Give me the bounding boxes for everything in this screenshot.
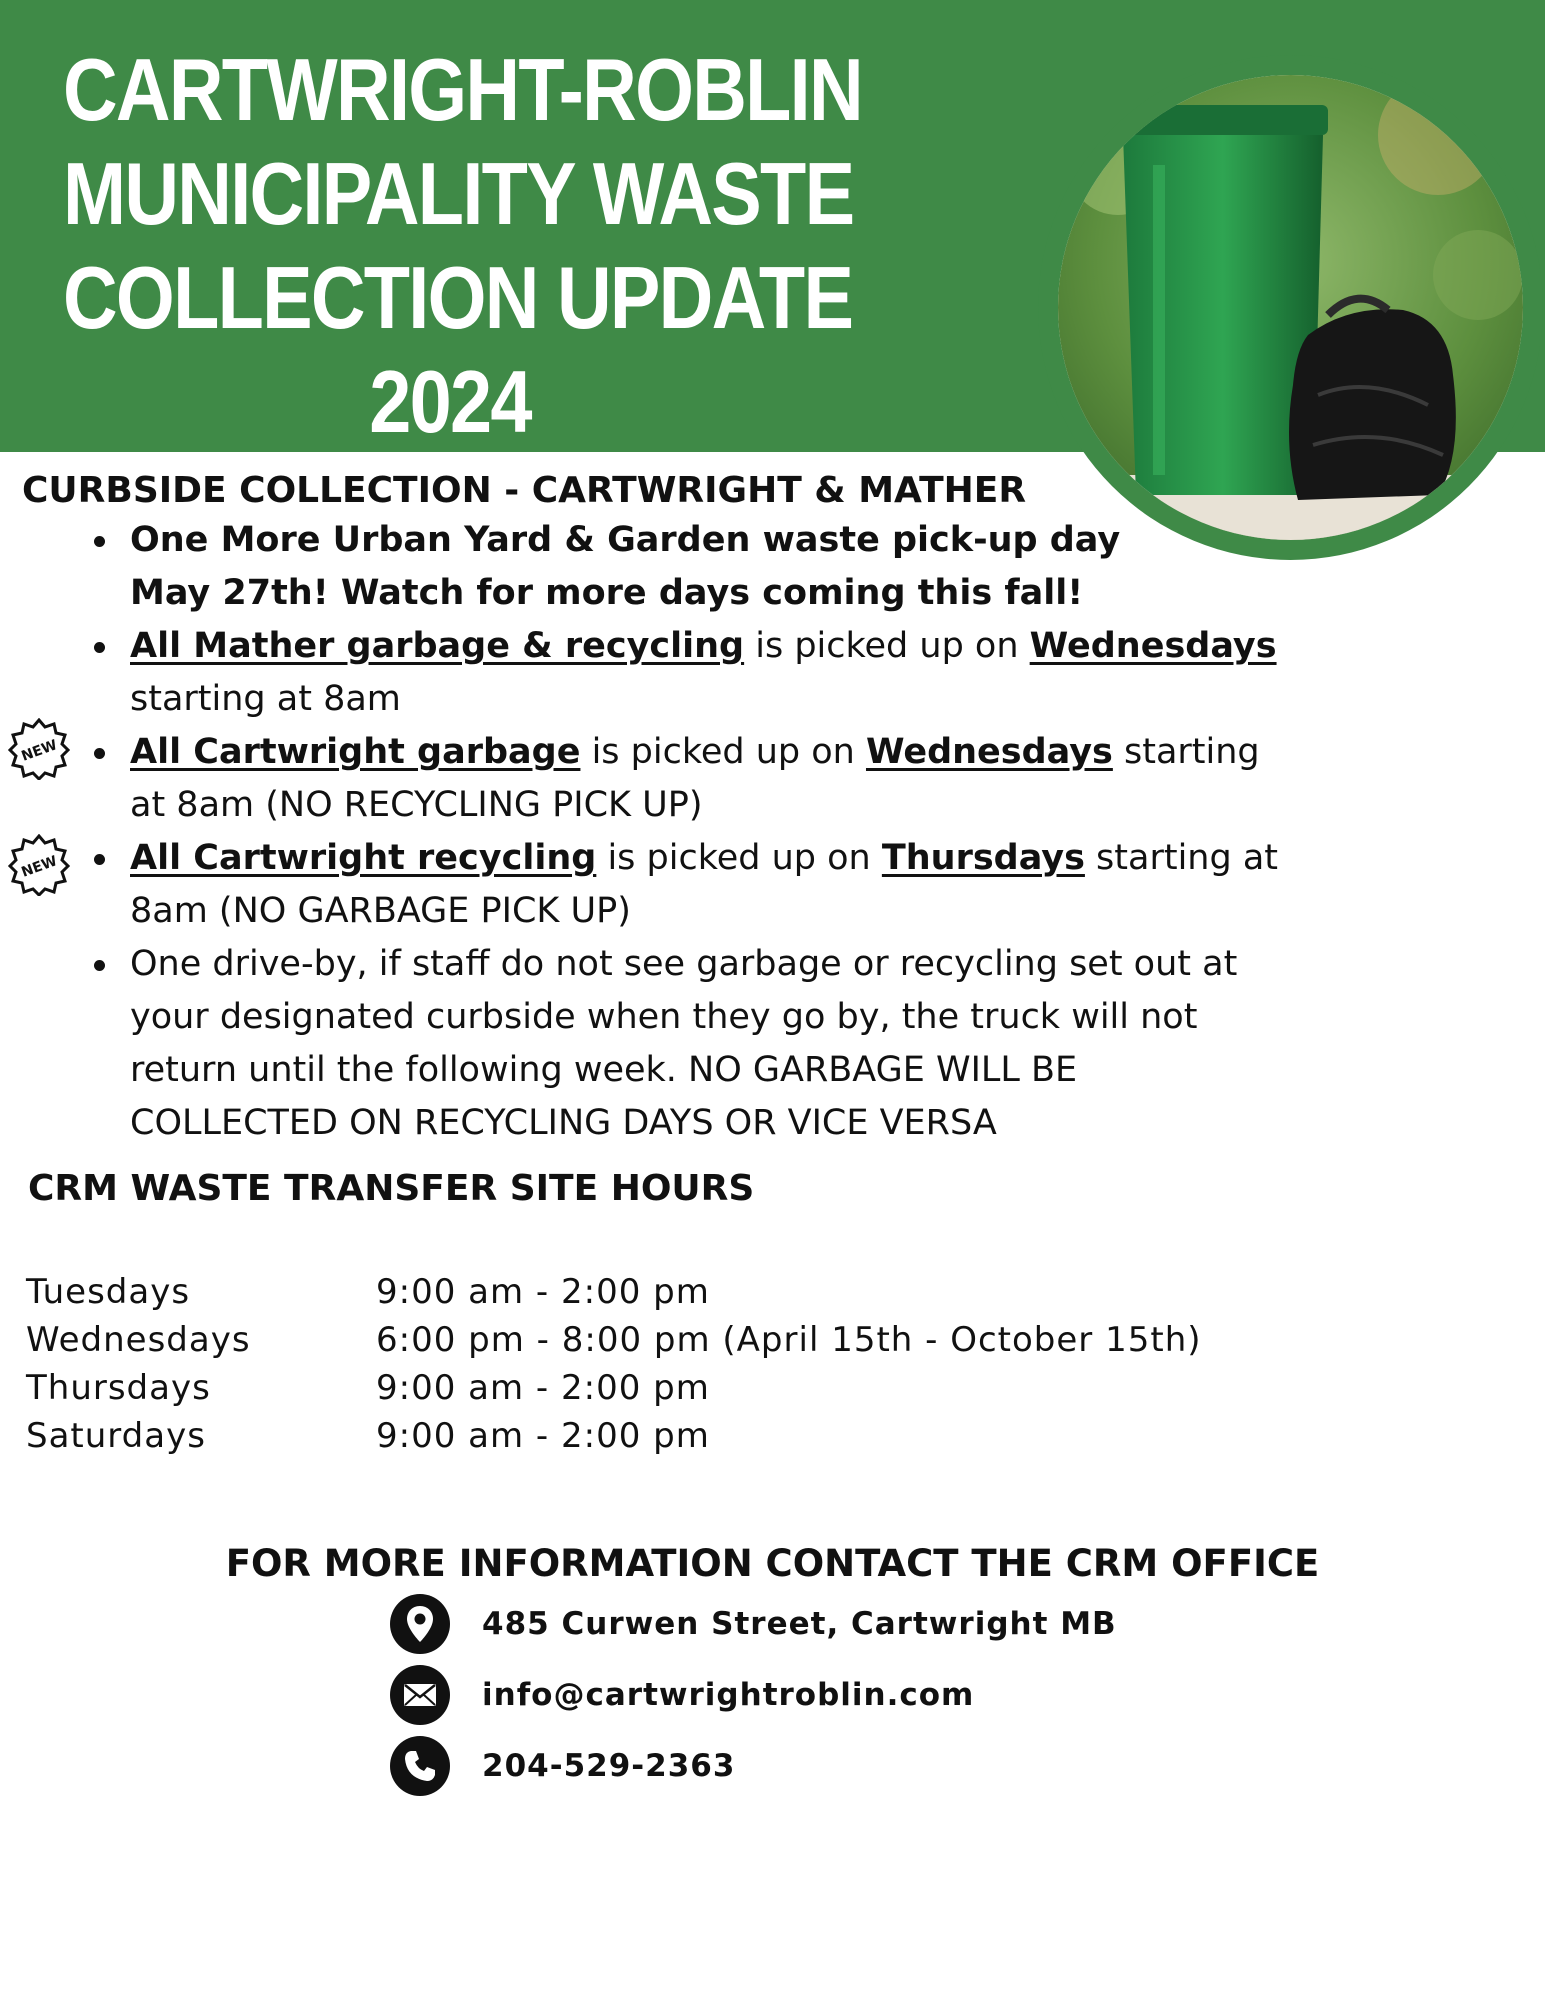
list-item: All Cartwright garbage is picked up on Wednesdays starting at 8am (NO RECYCLING PICK UP) — [88, 726, 1280, 832]
transfer-site-heading: CRM WASTE TRANSFER SITE HOURS — [28, 1168, 755, 1209]
map-pin-icon — [390, 1594, 450, 1654]
mail-icon — [390, 1665, 450, 1725]
phone-icon — [390, 1736, 450, 1796]
contact-heading: FOR MORE INFORMATION CONTACT THE CRM OFFICE — [225, 1542, 1320, 1585]
contact-phone — [390, 1736, 735, 1796]
contact-address — [390, 1594, 1117, 1654]
hours-time: 9:00 am - 2:00 pm — [376, 1416, 710, 1456]
title-line: MUNICIPALITY WASTE — [63, 144, 854, 243]
hours-row — [26, 1316, 1202, 1364]
address-text: 485 Curwen Street, Cartwright MB — [482, 1606, 1117, 1642]
title-line: COLLECTION UPDATE — [63, 248, 853, 347]
phone-text: 204-529-2363 — [482, 1748, 736, 1784]
new-badge-text: NEW — [19, 737, 60, 765]
hours-day: Saturdays — [26, 1416, 206, 1456]
hours-row — [26, 1268, 1202, 1316]
garbage-bin-photo — [1058, 75, 1523, 540]
new-badge-icon — [8, 834, 70, 896]
list-item: One drive-by, if staff do not see garbage or recycling set out at your designated curbside when they go by, the truck will not return until the following week. NO GARBAGE WILL BE COLLECTED ON RECYCLING DAYS OR VICE VERSA — [88, 938, 1270, 1150]
hours-row — [26, 1412, 1202, 1460]
email-link[interactable]: info@cartwrightroblin.com — [482, 1677, 975, 1713]
page-title — [63, 38, 862, 454]
hours-day: Thursdays — [26, 1368, 211, 1408]
hours-row — [26, 1364, 1202, 1412]
curbside-heading: CURBSIDE COLLECTION - CARTWRIGHT & MATHER — [22, 470, 1027, 511]
title-line: CARTWRIGHT-ROBLIN — [63, 40, 862, 139]
title-line: 2024 — [369, 352, 531, 451]
hours-day: Wednesdays — [26, 1320, 251, 1360]
new-badge-icon — [8, 718, 70, 780]
contact-email — [390, 1665, 974, 1725]
hours-time: 9:00 am - 2:00 pm — [376, 1272, 710, 1312]
list-item: All Mather garbage & recycling is picked up on Wednesdays starting at 8am — [88, 620, 1280, 726]
hours-time: 6:00 pm - 8:00 pm (April 15th - October 15th) — [376, 1320, 1202, 1360]
new-badge-text: NEW — [19, 853, 60, 881]
list-item: One More Urban Yard & Garden waste pick-up day May 27th! Watch for more days coming this fall! — [88, 514, 1170, 620]
hours-day: Tuesdays — [26, 1272, 191, 1312]
hours-table — [26, 1268, 1202, 1460]
hours-time: 9:00 am - 2:00 pm — [376, 1368, 710, 1408]
list-item: All Cartwright recycling is picked up on Thursdays starting at 8am (NO GARBAGE PICK UP) — [88, 832, 1280, 938]
curbside-list — [88, 514, 1288, 1150]
